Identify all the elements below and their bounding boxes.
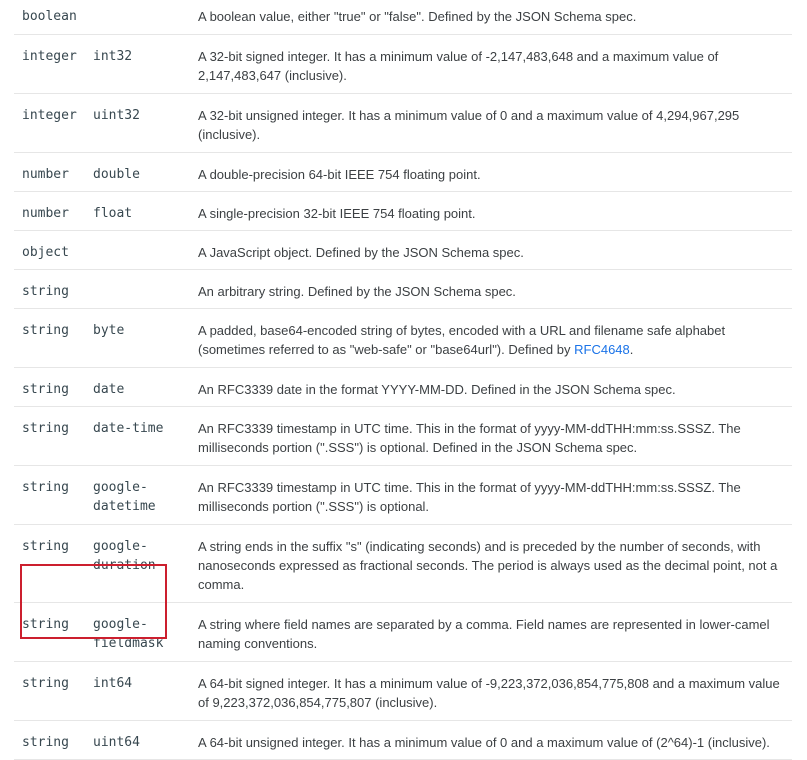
type-cell: string: [22, 382, 69, 397]
type-cell: string: [22, 323, 69, 338]
description-cell: A single-precision 32-bit IEEE 754 floating point.: [198, 206, 476, 221]
description-cell: A 32-bit signed integer. It has a minimum value of -2,147,483,648 and a maximum value of 2,147,483,647 (inclusive).: [198, 49, 719, 83]
description-cell: An RFC3339 timestamp in UTC time. This in the format of yyyy-MM-ddTHH:mm:ss.SSSZ. The milliseconds portion (".SSS") is optional.: [198, 480, 741, 514]
description-cell: A double-precision 64-bit IEEE 754 floating point.: [198, 167, 481, 182]
table-row: [14, 192, 792, 231]
table-row: [14, 525, 792, 603]
table-row: [14, 466, 792, 525]
table-row: [14, 270, 792, 309]
type-cell: number: [22, 167, 69, 182]
table-row: [14, 94, 792, 153]
format-cell: uint32: [93, 108, 140, 123]
type-cell: string: [22, 539, 69, 554]
format-cell: google-duration: [93, 539, 156, 573]
description-cell: A 64-bit signed integer. It has a minimum value of -9,223,372,036,854,775,808 and a maximum value of 9,223,372,036,854,775,807 (inclusive).: [198, 676, 780, 710]
description-cell: [190, 309, 792, 368]
description-cell: An arbitrary string. Defined by the JSON Schema spec.: [198, 284, 516, 299]
format-cell: float: [93, 206, 133, 221]
table-row: [14, 35, 792, 94]
format-cell: int32: [93, 49, 133, 64]
description-cell: An RFC3339 date in the format YYYY-MM-DD. Defined in the JSON Schema spec.: [198, 382, 676, 397]
type-cell: object: [22, 245, 69, 260]
table-row: [14, 153, 792, 192]
table-row: [14, 368, 792, 407]
table-row: [14, 231, 792, 270]
data-types-table: [14, 0, 792, 760]
type-cell: string: [22, 480, 69, 495]
table-row: [14, 662, 792, 721]
description-cell: A 32-bit unsigned integer. It has a minimum value of 0 and a maximum value of 4,294,967,295 (inclusive).: [198, 108, 740, 142]
rfc4648-link[interactable]: RFC4648: [574, 342, 630, 357]
format-cell: byte: [93, 323, 125, 338]
description-cell: An RFC3339 timestamp in UTC time. This in the format of yyyy-MM-ddTHH:mm:ss.SSSZ. The milliseconds portion (".SSS") is optional. Defined in the JSON Schema spec.: [198, 421, 741, 455]
type-cell: string: [22, 735, 69, 750]
description-text: A padded, base64-encoded string of bytes, encoded with a URL and filename safe alphabet (sometimes referred to as "web-safe" or "base64url"). Defined by: [198, 323, 726, 357]
type-cell: number: [22, 206, 69, 221]
description-cell: A JavaScript object. Defined by the JSON Schema spec.: [198, 245, 524, 260]
format-cell: [85, 0, 190, 35]
format-cell: google-datetime: [93, 480, 156, 514]
table-row: [14, 309, 792, 368]
description-cell: A string where field names are separated by a comma. Field names are represented in lower-camel naming conventions.: [198, 617, 770, 651]
type-cell: boolean: [22, 9, 77, 24]
type-cell: string: [22, 676, 69, 691]
format-cell: [85, 270, 190, 309]
type-cell: string: [22, 284, 69, 299]
format-cell: uint64: [93, 735, 140, 750]
description-cell: A string ends in the suffix "s" (indicating seconds) and is preceded by the number of seconds, with nanoseconds expressed as fractional seconds. The period is always used as the decimal point, not a comma.: [198, 539, 778, 592]
table-row: [14, 0, 792, 35]
description-text-end: .: [629, 342, 634, 357]
type-cell: string: [22, 421, 69, 436]
format-cell: double: [93, 167, 140, 182]
format-cell: int64: [93, 676, 133, 691]
format-cell: date: [93, 382, 125, 397]
type-cell: string: [22, 617, 69, 632]
format-cell: [85, 231, 190, 270]
type-cell: integer: [22, 108, 77, 123]
table-row: [14, 407, 792, 466]
description-cell: A boolean value, either "true" or "false". Defined by the JSON Schema spec.: [198, 9, 637, 24]
format-cell: date-time: [93, 421, 164, 436]
format-cell: google-fieldmask: [93, 617, 164, 651]
table-row: [14, 721, 792, 760]
description-cell: A 64-bit unsigned integer. It has a minimum value of 0 and a maximum value of (2^64)-1 (inclusive).: [198, 735, 770, 750]
table-row: [14, 603, 792, 662]
type-cell: integer: [22, 49, 77, 64]
